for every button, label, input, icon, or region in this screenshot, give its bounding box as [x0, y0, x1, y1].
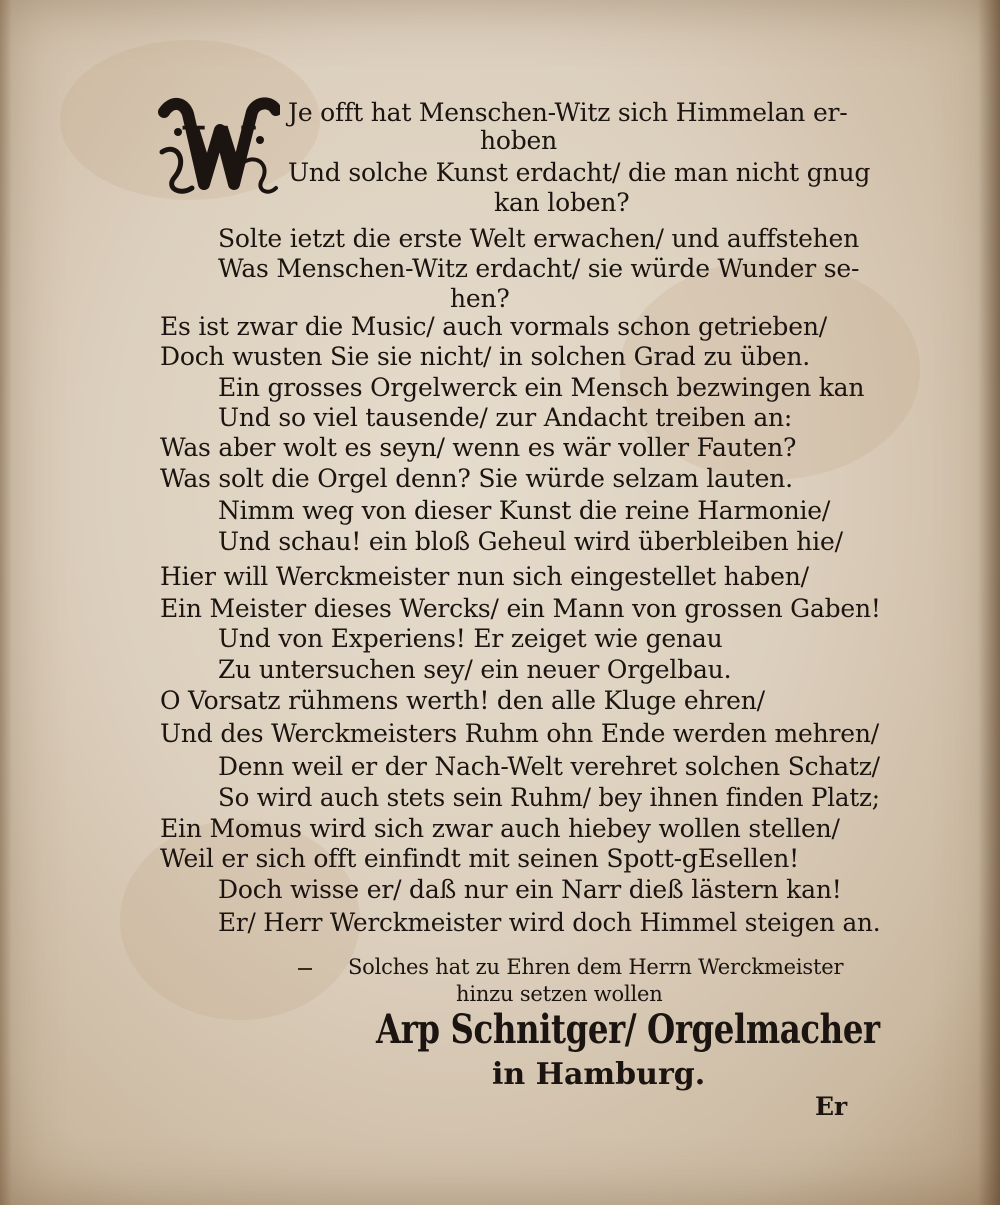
decorated-initial — [158, 92, 280, 204]
poem-line: Und des Werckmeisters Ruhm ohn Ende werden mehren/ — [160, 719, 879, 748]
poem-line: So wird auch stets sein Ruhm/ bey ihnen finden Platz; — [218, 783, 880, 812]
poem-line: Was Menschen-Witz erdacht/ sie würde Wunder se- — [218, 254, 860, 283]
poem-line: Je offt hat Menschen-Witz sich Himmelan er- — [288, 98, 848, 127]
poem-line: Es ist zwar die Music/ auch vormals schon getrieben/ — [160, 312, 827, 341]
poem-line: hoben — [480, 126, 558, 155]
poem-line: Ein grosses Orgelwerck ein Mensch bezwingen kan — [218, 373, 865, 402]
poem-line: Nimm weg von dieser Kunst die reine Harmonie/ — [218, 496, 831, 525]
poem-line: Weil er sich offt einfindt mit seinen Spott-gEsellen! — [160, 844, 799, 873]
poem-line: Denn weil er der Nach-Welt verehret solchen Schatz/ — [218, 752, 880, 781]
poem-line: Hier will Werckmeister nun sich eingestellet haben/ — [160, 562, 809, 591]
poem-line: Doch wisse er/ daß nur ein Narr dieß lästern kan! — [218, 875, 842, 904]
poem-line: Und solche Kunst erdacht/ die man nicht gnug — [288, 158, 871, 187]
poem-line: Was solt die Orgel denn? Sie würde selzam lauten. — [160, 464, 793, 493]
poem-line: Solte ietzt die erste Welt erwachen/ und auffstehen — [218, 224, 860, 253]
poem-line: Er/ Herr Werckmeister wird doch Himmel steigen an. — [218, 908, 881, 937]
dedication-dash — [298, 968, 312, 970]
poem-line: Ein Meister dieses Wercks/ ein Mann von grossen Gaben! — [160, 594, 881, 623]
poem-line: kan loben? — [494, 188, 630, 217]
poem-line: Und so viel tausende/ zur Andacht treiben an: — [218, 403, 793, 432]
poem-line: Zu untersuchen sey/ ein neuer Orgelbau. — [218, 655, 732, 684]
initial-letter: W — [183, 113, 255, 188]
poem-line: Und schau! ein bloß Geheul wird überbleiben hie/ — [218, 527, 843, 556]
catchword: Er — [815, 1092, 848, 1121]
poem-line: Was aber wolt es seyn/ wenn es wär voller Fauten? — [160, 433, 797, 462]
poem-line: O Vorsatz rühmens werth! den alle Kluge ehren/ — [160, 686, 765, 715]
poem-line: Ein Momus wird sich zwar auch hiebey wollen stellen/ — [160, 814, 840, 843]
poem-line: Doch wusten Sie sie nicht/ in solchen Grad zu üben. — [160, 342, 811, 371]
poem-line: Und von Experiens! Er zeiget wie genau — [218, 624, 723, 653]
dedication-line: hinzu setzen wollen — [456, 982, 663, 1006]
dedication-line: Solches hat zu Ehren dem Herrn Werckmeister — [348, 955, 844, 979]
signature-name: Arp Schnitger/ Orgelmacher — [376, 1006, 880, 1053]
poem-line: hen? — [450, 284, 510, 313]
signature-place: in Hamburg. — [492, 1057, 706, 1092]
